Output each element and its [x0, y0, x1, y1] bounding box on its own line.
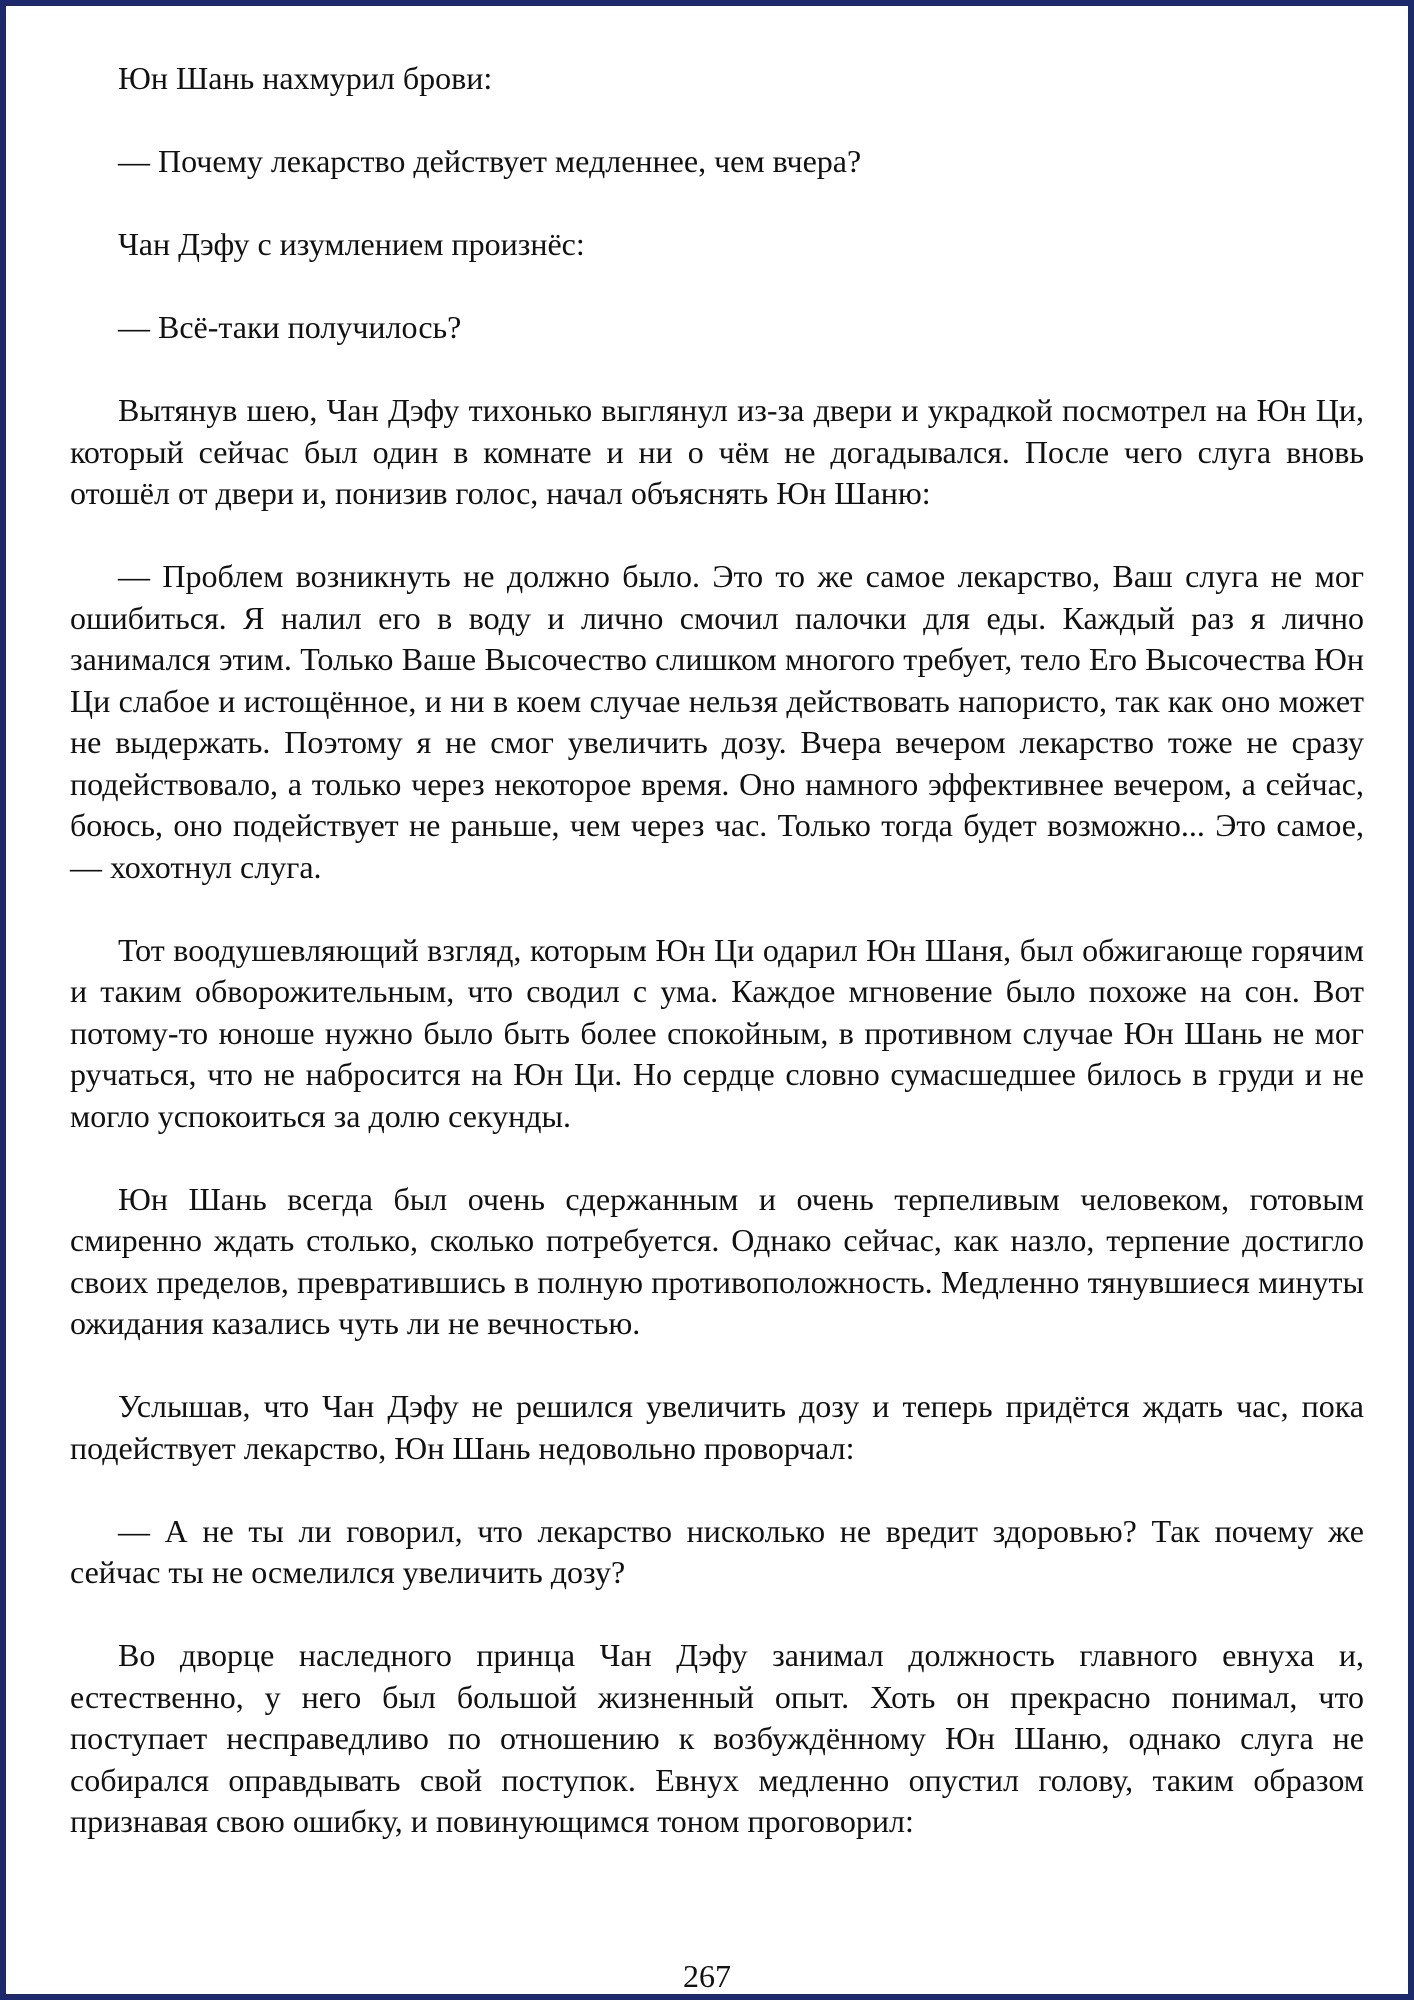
paragraph-3: Чан Дэфу с изумлением произнёс:	[118, 226, 585, 262]
page-text	[70, 58, 1364, 1843]
paragraph-8: Юн Шань всегда был очень сдержанным и очень терпеливым человеком, готовым смиренно ждать столько, сколько потребуется. Однако сейчас, как назло, терпение достигло своих пределов, превратившись в полную противоположность. Медленно тянувшиеся минуты ожидания казались чуть ли не вечностью.	[70, 1180, 1364, 1341]
paragraph-6: — Проблем возникнуть не должно было. Это то же самое лекарство, Ваш слуга не мог ошибиться. Я налил его в воду и лично смочил палочки для еды. Каждый раз я лично занимался этим. Только Ваше Высочество слишком многого требует, тело Его Высочества Юн Ци слабое и истощённое, и ни в коем случае нельзя действовать напористо, так как оно может не выдержать. Поэтому я не смог увеличить дозу. Вчера вечером лекарство тоже не сразу подействовало, а только через некоторое время. Оно намного эффективнее вечером, а сейчас, боюсь, оно подействует не раньше, чем через час. Только тогда будет возможно... Это самое, — хохотнул слуга.	[70, 558, 1364, 885]
page-number: 267	[683, 1958, 731, 1994]
paragraph-4: — Всё-таки получилось?	[118, 309, 462, 345]
paragraph-10: — А не ты ли говорил, что лекарство нисколько не вредит здоровью? Так почему же сейчас ты не осмелился увеличить дозу?	[70, 1512, 1364, 1590]
paragraph-9: Услышав, что Чан Дэфу не решился увеличить дозу и теперь придётся ждать час, пока подействует лекарство, Юн Шань недовольно проворчал:	[70, 1388, 1364, 1466]
paragraph-11: Во дворце наследного принца Чан Дэфу занимал должность главного евнуха и, естественно, у него был большой жизненный опыт. Хоть он прекрасно понимал, что поступает несправедливо по отношению к возбуждённому Юн Шаню, однако слуга не собирался оправдывать свой поступок. Евнух медленно опустил голову, таким образом признавая свою ошибку, и повинующимся тоном проговорил:	[70, 1637, 1364, 1839]
paragraph-2: — Почему лекарство действует медленнее, чем вчера?	[118, 143, 862, 179]
paragraph-1: Юн Шань нахмурил брови:	[118, 60, 493, 96]
paragraph-5: Вытянув шею, Чан Дэфу тихонько выглянул из-за двери и украдкой посмотрел на Юн Ци, который сейчас был один в комнате и ни о чём не догадывался. После чего слуга вновь отошёл от двери и, понизив голос, начал объяснять Юн Шаню:	[70, 392, 1364, 511]
paragraph-7: Тот воодушевляющий взгляд, которым Юн Ци одарил Юн Шаня, был обжигающе горячим и таким обворожительным, что сводил с ума. Каждое мгновение было похоже на сон. Вот потому-то юноше нужно было быть более спокойным, в противном случае Юн Шань не мог ручаться, что не набросится на Юн Ци. Но сердце словно сумасшедшее билось в груди и не могло успокоиться за долю секунды.	[70, 931, 1364, 1134]
